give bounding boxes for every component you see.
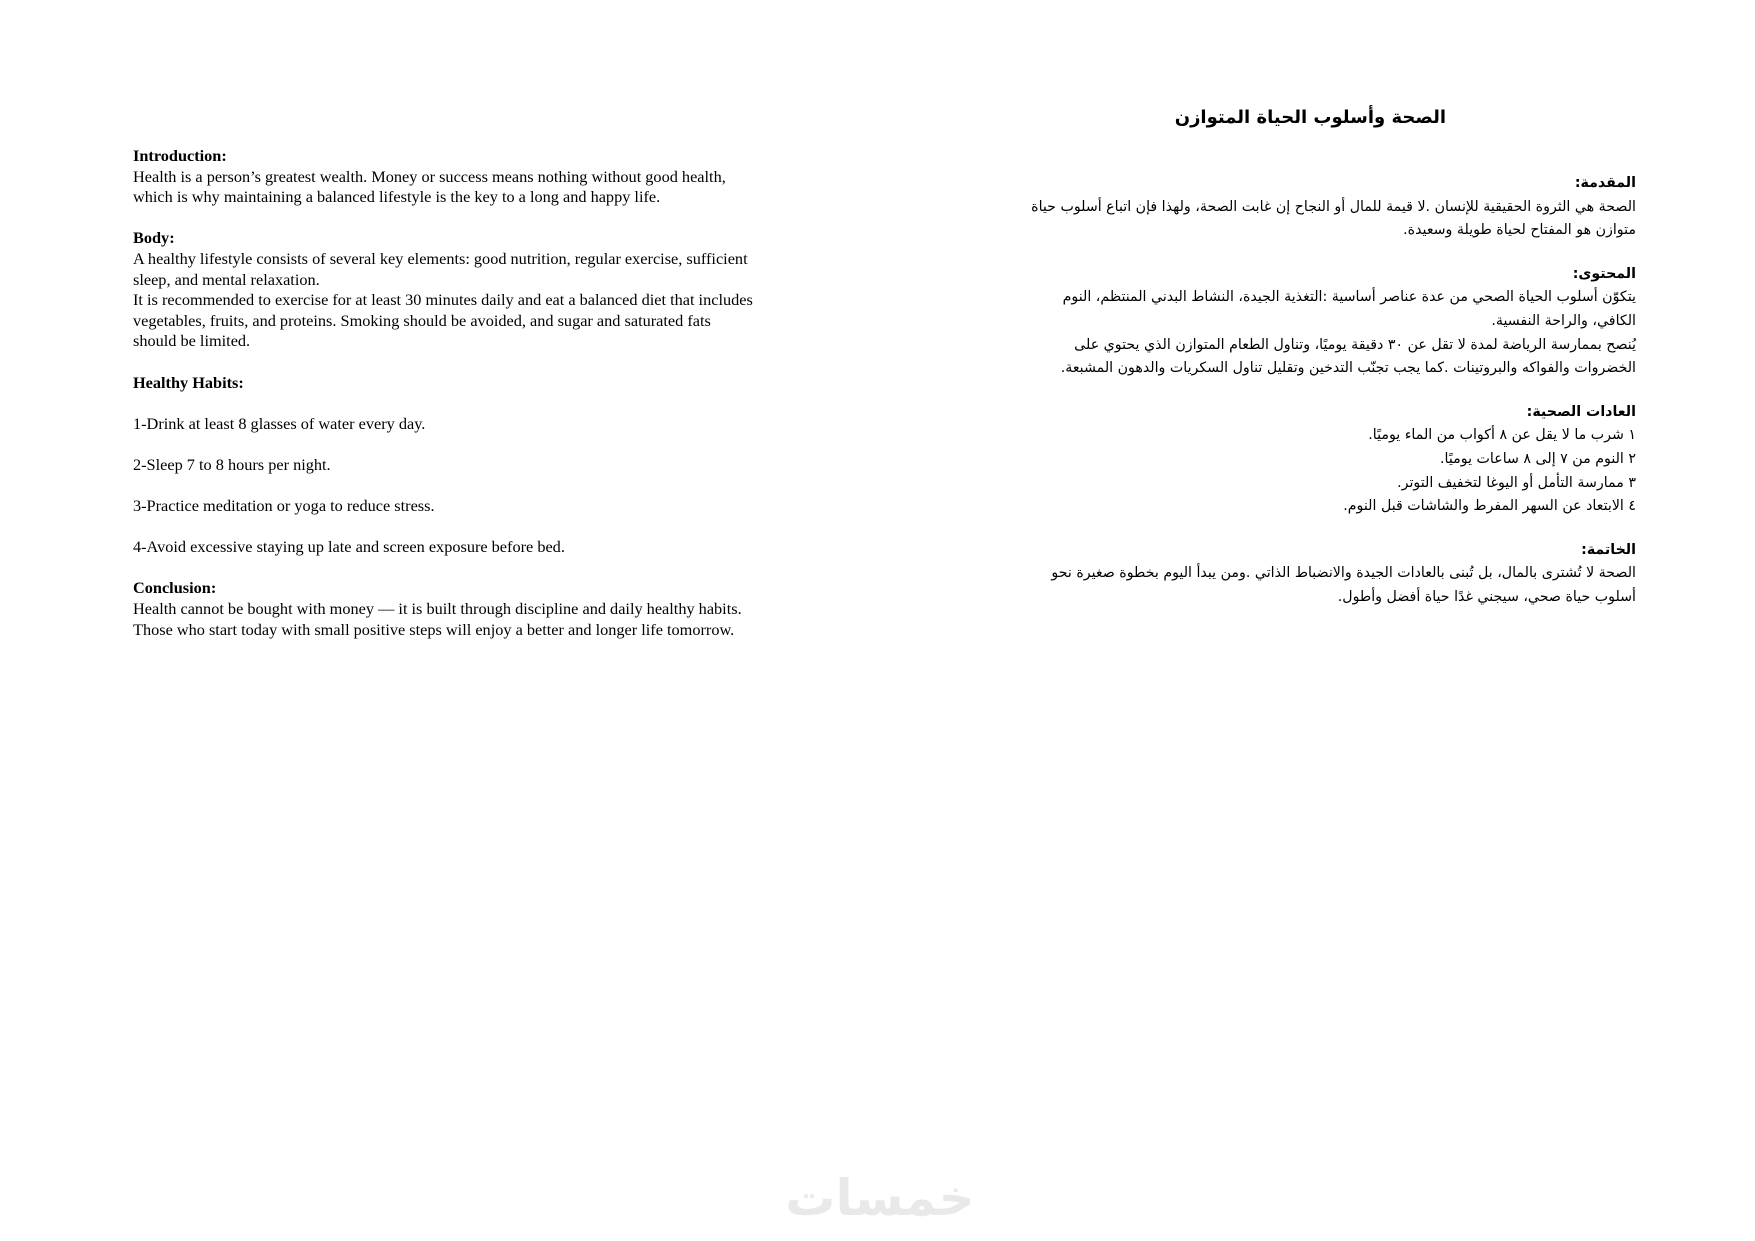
arabic-intro-heading: المقدمة: bbox=[1574, 175, 1636, 191]
english-conclusion-heading: Conclusion: bbox=[133, 578, 217, 598]
english-habits-heading: Healthy Habits: bbox=[133, 372, 244, 392]
arabic-body bbox=[1022, 263, 1636, 381]
arabic-introduction bbox=[1022, 172, 1636, 243]
english-habit-item: 4-Avoid excessive staying up late and screen exposure before bed. bbox=[133, 537, 565, 557]
arabic-habit-item: ٣ ممارسة التأمل أو اليوغا لتخفيف التوتر. bbox=[1397, 474, 1636, 491]
arabic-column bbox=[1022, 172, 1636, 630]
english-column bbox=[133, 146, 753, 661]
arabic-habits-heading: العادات الصحية: bbox=[1526, 403, 1636, 420]
arabic-body-heading: المحتوى: bbox=[1572, 265, 1636, 282]
english-conclusion bbox=[133, 578, 753, 640]
arabic-intro-text: الصحة هي الثروة الحقيقية للإنسان .لا قيمة للمال أو النجاح إن غابت الصحة، ولهذا فإن اتباع أسلوب حياة متوازن هو المفتاح لحياة طويلة وسعيدة. bbox=[1031, 198, 1636, 239]
arabic-conclusion-text: الصحة لا تُشترى بالمال، بل تُبنى بالعادات الجيدة والانضباط الذاتي .ومن يبدأ اليوم بخطوة صغيرة نحو أسلوب حياة صحي، سيجني غدًا حياة أفضل وأطول. bbox=[1051, 565, 1636, 605]
arabic-habit-item: ٢ النوم من ٧ إلى ٨ ساعات يوميًا. bbox=[1440, 450, 1636, 467]
english-body-text-1: A healthy lifestyle consists of several key elements: good nutrition, regular exercise, sufficient sleep, and mental relaxation. bbox=[133, 248, 748, 289]
watermark-logo: خمسات bbox=[785, 1169, 975, 1227]
english-body bbox=[133, 228, 753, 352]
english-body-text-2: It is recommended to exercise for at least 30 minutes daily and eat a balanced diet that includes vegetables, fruits, and proteins. Smoking should be avoided, and sugar and saturated fats should be limited. bbox=[133, 290, 753, 351]
arabic-habits bbox=[1022, 401, 1636, 519]
arabic-body-text-2: يُنصح بممارسة الرياضة لمدة لا تقل عن ٣٠ دقيقة يوميًا، وتناول الطعام المتوازن الذي يحتوي على الخضروات والفواكه والبروتينات .كما يجب تجنّب التدخين وتقليل تناول السكريات والدهون المشبعة. bbox=[1060, 336, 1636, 377]
arabic-title: الصحة وأسلوب الحياة المتوازن bbox=[1174, 107, 1446, 128]
english-introduction bbox=[133, 146, 753, 208]
arabic-body-text-1: يتكوّن أسلوب الحياة الصحي من عدة عناصر أساسية :التغذية الجيدة، النشاط البدني المنتظم، النوم الكافي، والراحة النفسية. bbox=[1062, 289, 1636, 329]
english-habit-item: 3-Practice meditation or yoga to reduce stress. bbox=[133, 496, 435, 516]
english-intro-text: Health is a person’s greatest wealth. Money or success means nothing without good health, which is why maintaining a balanced lifestyle is the key to a long and happy life. bbox=[133, 166, 726, 207]
english-intro-heading: Introduction: bbox=[133, 146, 227, 165]
english-conclusion-text: Health cannot be bought with money — it is built through discipline and daily healthy habits. Those who start today with small positive steps will enjoy a better and longer life tomorrow. bbox=[133, 599, 742, 639]
english-habit-item: 1-Drink at least 8 glasses of water every day. bbox=[133, 413, 426, 433]
english-body-heading: Body: bbox=[133, 228, 175, 248]
arabic-conclusion bbox=[1022, 539, 1636, 610]
arabic-habit-item: ١ شرب ما لا يقل عن ٨ أكواب من الماء يوميًا. bbox=[1368, 427, 1636, 444]
english-habits-heading-block bbox=[133, 373, 753, 394]
english-habit-item: 2-Sleep 7 to 8 hours per night. bbox=[133, 454, 331, 474]
arabic-conclusion-heading: الخاتمة: bbox=[1581, 541, 1636, 558]
arabic-habit-item: ٤ الابتعاد عن السهر المفرط والشاشات قبل النوم. bbox=[1343, 498, 1636, 515]
